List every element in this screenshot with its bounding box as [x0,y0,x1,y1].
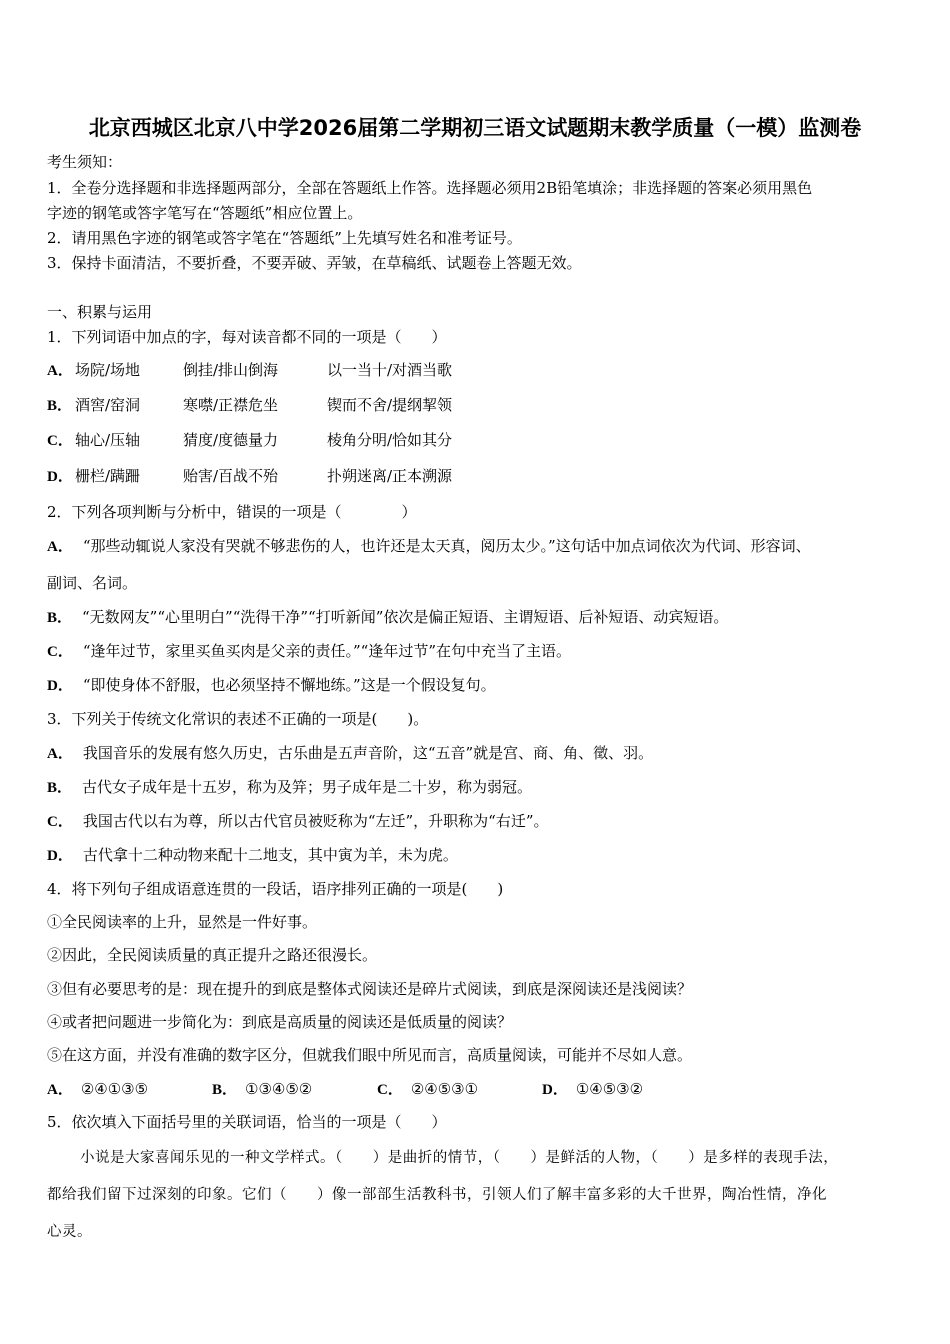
q5-passage-line: 都给我们留下过深刻的印象。它们（ ）像一部部生活教科书，引领人们了解丰富多彩的大千世界，陶冶性情，净化 [47,1187,827,1203]
q1-option-b-word2: 寒噤/正襟危坐 [183,396,279,414]
q4-option-c: C． ②④⑤③① [377,1080,479,1098]
section-heading: 一、积累与运用 [47,303,153,321]
question-5-stem: 5．依次填入下面括号里的关联词语，恰当的一项是（ ） [47,1113,447,1131]
question-1-stem: 1．下列词语中加点的字，每对读音都不同的一项是（ ） [47,328,447,346]
q4-sentence-4: ④或者把问题进一步简化为：到底是高质量的阅读还是低质量的阅读？ [47,1013,513,1031]
q1-option-a-word1: 场院/场地 [75,361,141,379]
q1-option-c-word2: 猜度/度德量力 [183,431,279,449]
question-2-stem: 2．下列各项判断与分析中，错误的一项是（ ） [47,503,417,521]
q2-option-a: A． “那些动辄说人家没有哭就不够悲伤的人，也许还是太天真，阅历太少。”这句话中加点词依次为代词、形容词、 [47,537,811,555]
q4-sentence-1: ①全民阅读率的上升，显然是一件好事。 [47,913,318,931]
q3-option-b: B． 古代女子成年是十五岁，称为及笄；男子成年是二十岁，称为弱冠。 [47,778,533,796]
q1-option-a-label: A． [47,363,73,379]
q4-option-d: D． ①④⑤③② [542,1080,644,1098]
q1-option-d-label: D． [47,469,73,485]
exam-title: 北京西城区北京八中学2026届第二学期初三语文试题期末教学质量（一模）监测卷 [88,116,862,140]
q4-option-b: B． ①③④⑤② [212,1080,313,1098]
q2-option-c: C． “逢年过节，家里买鱼买肉是父亲的责任。”“逢年过节”在句中充当了主语。 [47,642,572,660]
q1-option-b-label: B． [47,398,73,414]
q1-option-d-word3: 扑朔迷离/正本溯源 [327,467,453,485]
q1-option-b-word3: 锲而不舍/提纲挈领 [327,396,453,414]
question-3-stem: 3．下列关于传统文化常识的表述不正确的一项是( )。 [47,710,429,728]
q2-option-a-cont: 副词、名词。 [47,574,138,592]
q3-option-c: C． 我国古代以右为尊，所以古代官员被贬称为“左迁”，升职称为“右迁”。 [47,812,549,830]
q3-option-a: A． 我国音乐的发展有悠久历史，古乐曲是五声音阶，这“五音”就是宫、商、角、徵、羽。 [47,744,654,762]
q4-sentence-5: ⑤在这方面，并没有准确的数字区分，但就我们眼中所见而言，高质量阅读，可能并不尽如人意。 [47,1046,693,1064]
notice-item: 2．请用黑色字迹的钢笔或答字笔在“答题纸”上先填写姓名和准考证号。 [47,229,522,247]
q5-passage-line: 心灵。 [47,1224,92,1240]
q1-option-d-word1: 栅栏/蹒跚 [75,467,141,485]
q5-passage-line: 小说是大家喜闻乐见的一种文学样式。（ ）是曲折的情节，（ ）是鲜活的人物，（ ）是多样的表现手法， [80,1150,839,1166]
q2-option-d: D． “即使身体不舒服，也必须坚持不懈地练。”这是一个假设复句。 [47,676,496,694]
q4-sentence-3: ③但有必要思考的是：现在提升的到底是整体式阅读还是碎片式阅读，到底是深阅读还是浅阅读？ [47,980,693,998]
q1-option-c-word1: 轴心/压轴 [75,431,141,449]
q1-option-c-word3: 棱角分明/恰如其分 [327,431,453,449]
question-4-stem: 4．将下列句子组成语意连贯的一段话，语序排列正确的一项是( ) [47,880,504,898]
notice-item: 3．保持卡面清洁，不要折叠，不要弄破、弄皱，在草稿纸、试题卷上答题无效。 [47,254,582,272]
q1-option-a-word2: 倒挂/排山倒海 [183,361,279,379]
notice-item: 字迹的钢笔或答字笔写在“答题纸”相应位置上。 [47,204,363,222]
q1-option-d-word2: 贻害/百战不殆 [183,467,279,485]
q1-option-a-word3: 以一当十/对酒当歌 [327,361,453,379]
q1-option-c-label: C． [47,433,73,449]
q2-option-b: B． “无数网友”“心里明白”“洗得干净”“打听新闻”依次是偏正短语、主谓短语、后补短语、动宾短语。 [47,608,729,626]
q4-option-a: A． ②④①③⑤ [47,1080,149,1098]
q4-sentence-2: ②因此，全民阅读质量的真正提升之路还很漫长。 [47,946,378,964]
notice-item: 1．全卷分选择题和非选择题两部分，全部在答题纸上作答。选择题必须用2B铅笔填涂；非选择题的答案必须用黑色 [47,179,813,197]
notice-heading: 考生须知： [47,153,123,171]
q1-option-b-word1: 酒窖/窑洞 [75,396,141,414]
q3-option-d: D． 古代拿十二种动物来配十二地支，其中寅为羊，未为虎。 [47,846,458,864]
